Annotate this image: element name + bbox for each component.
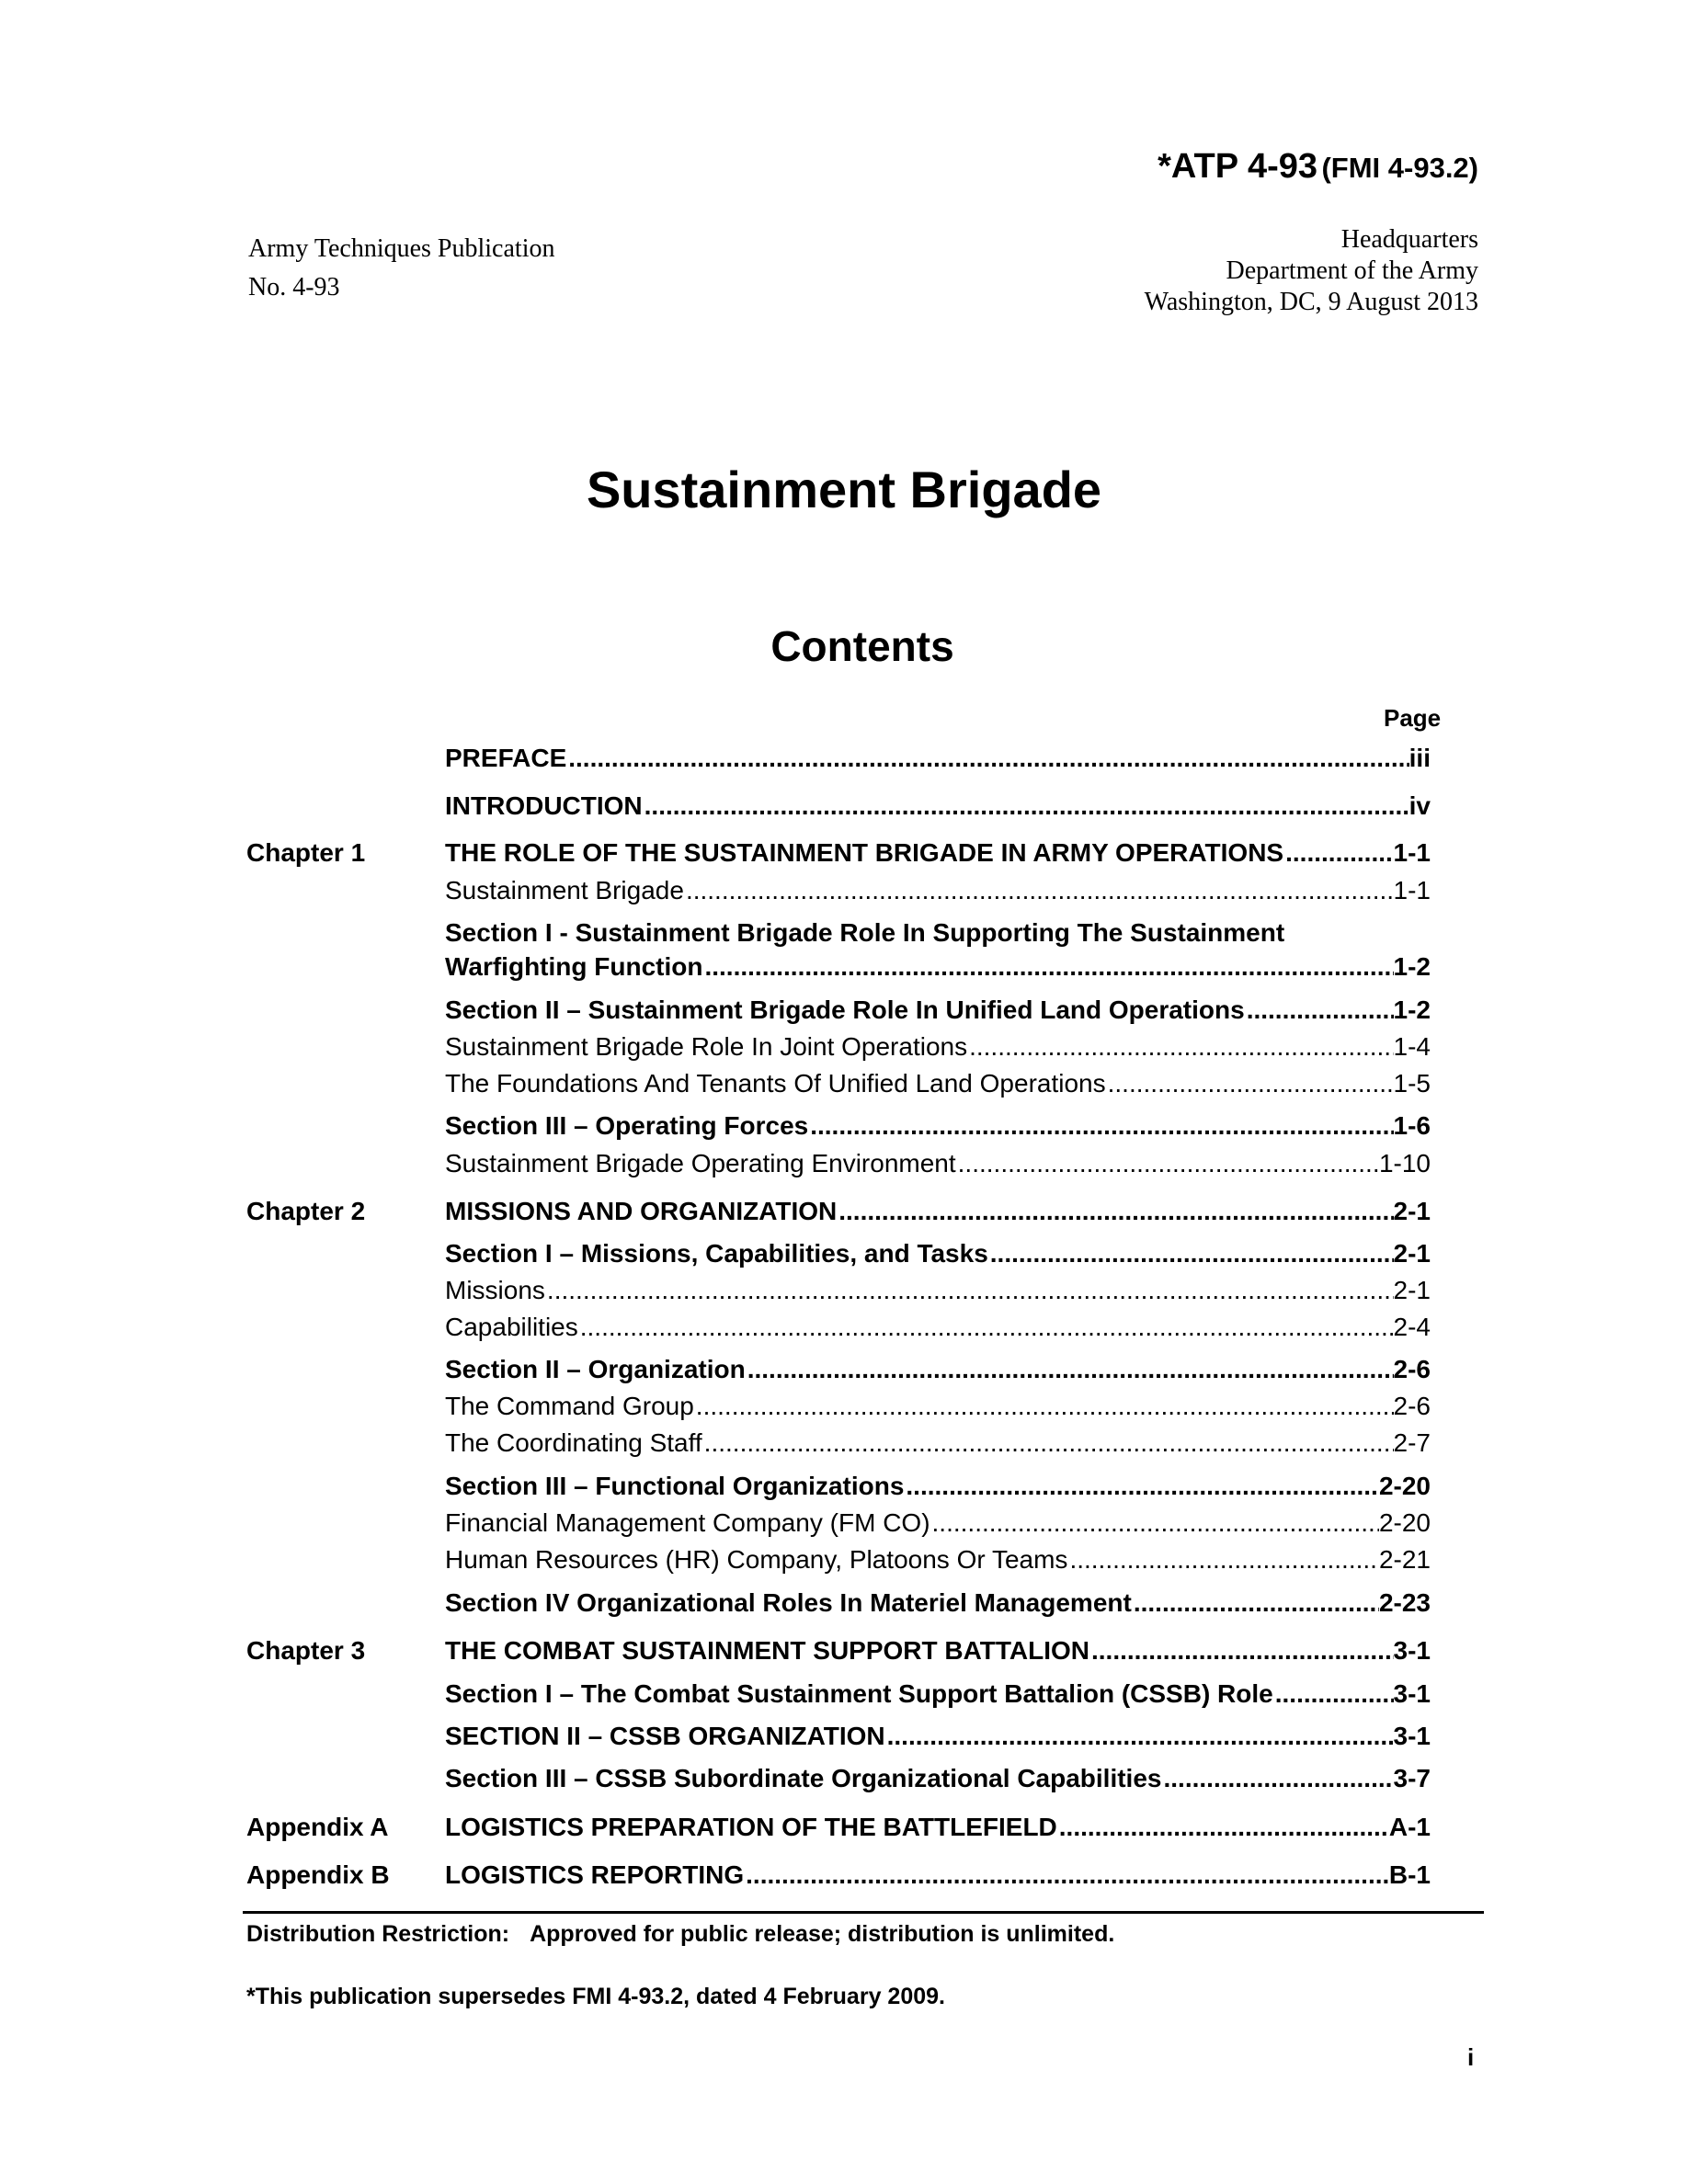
toc-dot-leader <box>988 1238 1394 1269</box>
toc-entry-title: Section III – Operating Forces <box>445 1111 809 1140</box>
page-number: i <box>1467 2043 1475 2071</box>
toc-dot-leader <box>885 1721 1394 1752</box>
toc-page-number: iii <box>1409 744 1431 772</box>
toc-entry-body <box>445 1196 1431 1227</box>
toc-entry-title: Missions <box>445 1276 545 1304</box>
toc-page-number: 2-7 <box>1393 1428 1431 1457</box>
toc-page-number: A-1 <box>1388 1813 1431 1841</box>
toc-page-number: iv <box>1409 791 1431 820</box>
toc-page-number: 2-6 <box>1393 1392 1431 1420</box>
toc-entry-body <box>445 1110 1431 1142</box>
toc-entry-body <box>445 1763 1431 1794</box>
toc-page-number: 2-20 <box>1378 1508 1431 1537</box>
toc-entry-body <box>445 1812 1431 1843</box>
toc-entry-body <box>445 1238 1431 1269</box>
toc-entry-body <box>445 1275 1431 1306</box>
toc-entry-title: The Foundations And Tenants Of Unified Land Operations <box>445 1069 1106 1098</box>
toc-page-number: 2-4 <box>1393 1313 1431 1341</box>
toc-entry-title: Capabilities <box>445 1313 578 1341</box>
toc-dot-leader <box>837 1196 1393 1227</box>
toc-dot-leader <box>808 1110 1393 1142</box>
distribution-value: Approved for public release; distribution is unlimited. <box>530 1921 1115 1947</box>
headquarters-line: Headquarters <box>1340 225 1478 254</box>
publication-no: No. 4-93 <box>248 273 340 301</box>
toc-label: Chapter 2 <box>246 1197 366 1225</box>
toc-entry-title: Sustainment Brigade Operating Environment <box>445 1149 956 1177</box>
toc-label: Appendix A <box>246 1813 389 1841</box>
page-column-heading: Page <box>1384 704 1442 732</box>
toc-dot-leader <box>1106 1068 1394 1099</box>
toc-entry-body <box>445 995 1431 1026</box>
header-left-block <box>248 230 554 307</box>
toc-label: Chapter 1 <box>246 838 366 867</box>
toc-entry-body <box>445 1068 1431 1099</box>
distribution-restriction <box>246 1921 1114 1948</box>
toc-entry-title: LOGISTICS REPORTING <box>445 1860 745 1889</box>
toc-dot-leader <box>578 1312 1394 1343</box>
footer-rule <box>243 1911 1484 1914</box>
toc-dot-leader <box>694 1391 1394 1422</box>
toc-page-number: 3-7 <box>1393 1764 1431 1792</box>
toc-entry-body <box>445 837 1431 869</box>
toc-entry-body <box>445 791 1431 822</box>
toc-entry-title: INTRODUCTION <box>445 791 643 820</box>
toc-entry-body <box>445 1312 1431 1343</box>
contents-heading: Contents <box>770 622 954 670</box>
toc-page-number: 3-1 <box>1393 1722 1431 1750</box>
toc-page-number: 1-2 <box>1393 995 1431 1024</box>
toc-dot-leader <box>1089 1635 1394 1666</box>
toc-entry-body <box>445 1507 1431 1539</box>
toc-dot-leader <box>1283 837 1393 869</box>
toc-page-number: 1-2 <box>1393 952 1431 981</box>
toc-entry-title: The Command Group <box>445 1392 694 1420</box>
toc-page-number: B-1 <box>1388 1860 1431 1889</box>
toc-entry-title: SECTION II – CSSB ORGANIZATION <box>445 1722 885 1750</box>
header-right-block <box>1145 224 1478 318</box>
toc-entry-body <box>445 1354 1431 1385</box>
toc-label: Chapter 3 <box>246 1636 366 1665</box>
toc-entry-body <box>445 743 1431 774</box>
toc-dot-leader <box>744 1860 1389 1891</box>
toc-dot-leader <box>1057 1812 1389 1843</box>
toc-dot-leader <box>566 743 1409 774</box>
toc-dot-leader <box>956 1148 1379 1179</box>
toc-entry-title: Section I – The Combat Sustainment Support Battalion (CSSB) Role <box>445 1679 1273 1708</box>
toc-entry-body <box>445 1148 1431 1179</box>
toc-entry-title: THE ROLE OF THE SUSTAINMENT BRIGADE IN ARMY OPERATIONS <box>445 838 1284 867</box>
toc-page-number: 1-1 <box>1393 838 1431 867</box>
toc-entry-body <box>445 1031 1431 1063</box>
toc-entry-body <box>445 1587 1431 1619</box>
toc-page-number: 3-1 <box>1393 1679 1431 1708</box>
supersedes-note: *This publication supersedes FMI 4-93.2, dated 4 February 2009. <box>246 1984 945 2009</box>
toc-page-number: 2-23 <box>1378 1588 1431 1617</box>
toc-entry-body <box>445 951 1431 983</box>
distribution-label: Distribution Restriction: <box>246 1921 510 1947</box>
toc-entry-title: Section III – Functional Organizations <box>445 1472 905 1500</box>
toc-entry-body <box>445 1678 1431 1710</box>
toc-page-number: 1-6 <box>1393 1111 1431 1140</box>
toc-entry-title: Financial Management Company (FM CO) <box>445 1508 930 1537</box>
toc-dot-leader <box>545 1275 1394 1306</box>
toc-entry-title: Section II – Sustainment Brigade Role In Unified Land Operations <box>445 995 1245 1024</box>
toc-page-number: 1-1 <box>1393 876 1431 904</box>
toc-entry-body <box>445 1721 1431 1752</box>
superseded-publication-number: (FMI 4-93.2) <box>1321 152 1478 184</box>
department-line: Department of the Army <box>1226 256 1478 285</box>
toc-dot-leader <box>1067 1544 1379 1575</box>
publication-id <box>1158 147 1478 187</box>
toc-dot-leader <box>967 1031 1393 1063</box>
toc-entry-body <box>445 1471 1431 1502</box>
toc-dot-leader <box>702 1428 1394 1459</box>
toc-entry-title: The Coordinating Staff <box>445 1428 702 1457</box>
toc-dot-leader <box>746 1354 1394 1385</box>
toc-entry-body <box>445 1428 1431 1459</box>
toc-entry-title: Section I – Missions, Capabilities, and Tasks <box>445 1239 988 1268</box>
toc-entry-title: Human Resources (HR) Company, Platoons Or Teams <box>445 1545 1068 1574</box>
toc-dot-leader <box>1245 995 1394 1026</box>
toc-entry-title: THE COMBAT SUSTAINMENT SUPPORT BATTALION <box>445 1636 1089 1665</box>
toc-dot-leader <box>643 791 1409 822</box>
toc-dot-leader <box>702 951 1393 983</box>
toc-entry-title: Section IV Organizational Roles In Materiel Management <box>445 1588 1132 1617</box>
document-title: Sustainment Brigade <box>586 461 1102 518</box>
toc-dot-leader <box>904 1471 1379 1502</box>
toc-entry-title: Warfighting Function <box>445 952 703 981</box>
toc-page-number: 1-5 <box>1393 1069 1431 1098</box>
toc-dot-leader <box>1132 1587 1379 1619</box>
toc-page-number: 2-1 <box>1393 1239 1431 1268</box>
toc-page-number: 2-21 <box>1378 1545 1431 1574</box>
toc-entry-title: Section I - Sustainment Brigade Role In Supporting The Sustainment <box>445 918 1285 947</box>
toc-entry-body <box>445 917 1431 949</box>
toc-dot-leader <box>1161 1763 1393 1794</box>
toc-dot-leader <box>684 875 1394 906</box>
toc-entry-body <box>445 1635 1431 1666</box>
toc-entry-title: Sustainment Brigade <box>445 876 684 904</box>
toc-label: Appendix B <box>246 1860 390 1889</box>
publication-type: Army Techniques Publication <box>248 234 555 263</box>
toc-page-number: 2-6 <box>1393 1355 1431 1383</box>
toc-entry-title: MISSIONS AND ORGANIZATION <box>445 1197 838 1225</box>
toc-entry-title: Section II – Organization <box>445 1355 746 1383</box>
location-date-line: Washington, DC, 9 August 2013 <box>1144 288 1478 316</box>
toc-entry-title: Section III – CSSB Subordinate Organizational Capabilities <box>445 1764 1162 1792</box>
toc-page-number: 3-1 <box>1393 1636 1431 1665</box>
toc-entry-body <box>445 1544 1431 1575</box>
publication-number: *ATP 4-93 <box>1158 147 1318 186</box>
toc-entry-body <box>445 875 1431 906</box>
toc-entry-title: Sustainment Brigade Role In Joint Operations <box>445 1032 968 1061</box>
toc-page-number: 1-10 <box>1378 1149 1431 1177</box>
toc-page-number: 2-20 <box>1378 1472 1431 1500</box>
toc-dot-leader <box>1273 1678 1394 1710</box>
toc-page-number: 1-4 <box>1393 1032 1431 1061</box>
toc-dot-leader <box>930 1507 1379 1539</box>
toc-entry-body <box>445 1391 1431 1422</box>
toc-page-number: 2-1 <box>1393 1276 1431 1304</box>
toc-entry-title: LOGISTICS PREPARATION OF THE BATTLEFIELD <box>445 1813 1057 1841</box>
toc-entry-body <box>445 1860 1431 1891</box>
toc-page-number: 2-1 <box>1393 1197 1431 1225</box>
toc-entry-title: PREFACE <box>445 744 567 772</box>
